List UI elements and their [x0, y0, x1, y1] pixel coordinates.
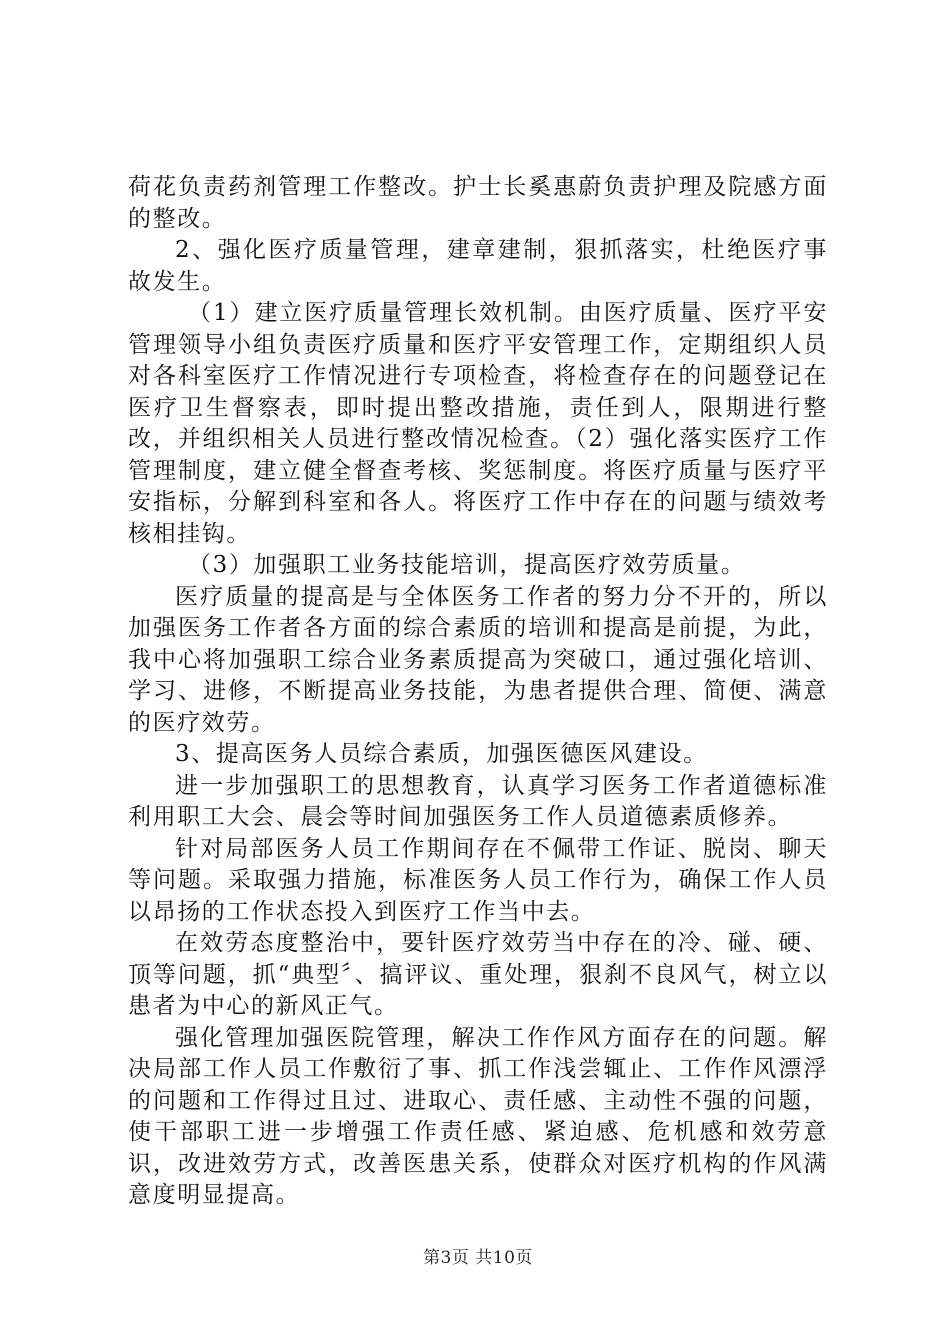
paragraph-training: 医疗质量的提高是与全体医务工作者的努力分不开的，所以加强医务工作者各方面的综合素质的培训和提高是前提，为此，我中心将加强职工综合业务素质提高为突破口，通过强化培训、学习、进修，不断提高业务技能，为患者提供合理、简便、满意的医疗效劳。 — [128, 583, 828, 736]
paragraph-item-3: （3）加强职工业务技能培训，提高医疗效劳质量。 — [188, 552, 746, 578]
paragraph-ethics-education: 进一步加强职工的思想教育，认真学习医务工作者道德标准利用职工大会、晨会等时间加强医务工作人员道德素质修养。 — [128, 772, 828, 830]
page-number-footer: 第3页 共10页 — [423, 1248, 533, 1268]
paragraph-item-1-2: （1）建立医疗质量管理长效机制。由医疗质量、医疗平安管理领导小组负责医疗质量和医疗平安管理工作，定期组织人员对各科室医疗工作情况进行专项检查，将检查存在的问题登记在医疗卫生督察表，即时提出整改措施，责任到人，限期进行整改，并组织相关人员进行整改情况检查。（2）强化落实医疗工作管理制度，建立健全督查考核、奖惩制度。将医疗质量与医疗平安指标，分解到科室和各人。将医疗工作中存在的问题与绩效考核相挂钩。 — [128, 300, 828, 547]
paragraph-continuation: 荷花负责药剂管理工作整改。护士长奚惠蔚负责护理及院感方面的整改。 — [128, 174, 828, 232]
document-body — [128, 172, 828, 1212]
document-page — [128, 0, 828, 1344]
paragraph-section-3-heading: 3、提高医务人员综合素质，加强医德医风建设。 — [175, 741, 708, 767]
paragraph-management: 强化管理加强医院管理，解决工作作风方面存在的问题。解决局部工作人员工作敷衍了事、抓工作浅尝辄止、工作作风漂浮的问题和工作得过且过、进取心、责任感、主动性不强的问题，使干部职工进一步增强工作责任感、紧迫感、危机感和效劳意识，改进效劳方式，改善医患关系，使群众对医疗机构的作风满意度明显提高。 — [128, 1024, 828, 1208]
paragraph-service-attitude: 在效劳态度整治中，要针医疗效劳当中存在的冷、碰、硬、顶等问题，抓“典型〞、搞评议、重处理，狠刹不良风气，树立以患者为中心的新风正气。 — [128, 930, 828, 1019]
paragraph-conduct: 针对局部医务人员工作期间存在不佩带工作证、脱岗、聊天等问题。采取强力措施，标准医务人员工作行为，确保工作人员以昂扬的工作状态投入到医疗工作当中去。 — [128, 835, 828, 925]
paragraph-section-2-heading: 2、强化医疗质量管理，建章建制，狠抓落实，杜绝医疗事故发生。 — [128, 237, 828, 295]
